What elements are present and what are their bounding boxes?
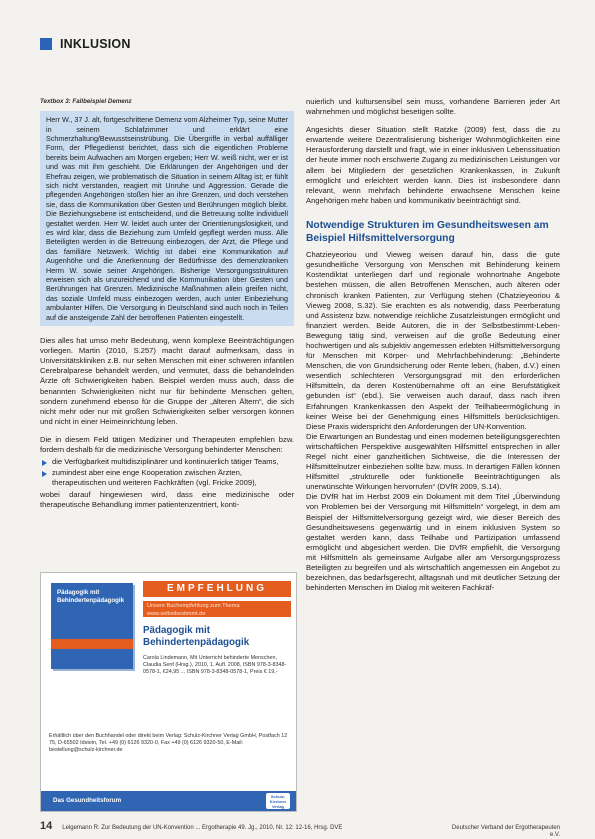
body-paragraph: Die Erwartungen an Bundestag und einen modernen beteiligungsgerechten wirtschaftlichen Perspektive ausgewählten Hilfsmittel entsprechen in aller Regel nicht einer ganzheitlichen Sichtweise, die die Interessen der Hilfsmittelnutzer einbeziehen sollte bzw. muss. In derartigen Fällen können Hilfsmittel „strukturelle oder funktionelle Beeinträchtigungen als unerwünschte Wirkungen hervorrufen“ (DVfR 2009, S.14). <box>306 431 560 492</box>
ad-banner: EMPFEHLUNG <box>143 581 291 597</box>
ad-footer-bar: Das Gesundheitsforum <box>41 791 296 811</box>
footer-organization: Deutscher Verband der Ergotherapeuten e.V. <box>451 825 560 838</box>
case-textbox <box>40 97 294 326</box>
textbox-body: Herr W., 37 J. alt, fortgeschrittene Demenz vom Alzheimer Typ, seine Mutter in seinem Schlafzimmer und erklärt eine Schmerzhaltung/Bewusstseinstrübung. Die Übergriffe in verbal auffälliger Form, der Pflegedienst berichtet, dass sich die eigentlichen Probleme bereits beim Aufwachen am Morgen ergeben; Herr W. weiß nicht, wer er ist und was mit ihm geschieht. Die Erklärungen der Angehörigen und der Ehefrau zeigen, wie problematisch die Situation in seinem Alltag ist; er fühlt sich nicht verstanden, reagiert mit Unruhe und Aggression. Gerade die pflegenden Angehörigen stoßen hier an ihre Grenzen, und doch verstehen sie, dass die Kommunikation über Gesten und Berührungen möglich bleibt. Die Beziehungsebene ist entscheidend, und die Betreuung sollte individuell gestaltet werden. Herr W. leidet auch unter der Orientierungslosigkeit, und es wird klar, dass die Beziehung zum Umfeld gepflegt werden muss. Alle Beteiligten werden in die Betreuung einbezogen, der Arzt, die Pflege und das familiäre Netzwerk. Wichtig ist dabei eine Kommunikation auf Augenhöhe und die Anerkennung der Bedürfnisse des demenzkranken Herrn W. sowie seiner Angehörigen. Bisherige Versorgungsstrukturen erweisen sich als unzureichend und die Kommunikation über Gesten und Berührungen hat Grenzen. Medizinische Maßnahmen allein greifen nicht, das soziale Umfeld muss einbezogen werden, auch unter Einbeziehung ambulanter Hilfen. Die Versorgung in Deutschland sind auch noch in Teilen auf die ansteigende Zahl der betroffenen Patienten eingestellt. <box>46 115 288 322</box>
body-paragraph: Chatzieyeoriou und Vieweg weisen darauf hin, dass die gute gesundheitliche Versorgung von Menschen mit Behinderung keinem Kostendiktat unterliegen darf und regionale wohnortnahe Angebote bestehen müssen, die allen Betroffenen Menschen, auch älteren oder chronisch kranken Patienten, zur Verfügung stehen (Chatzieyeoriou & Vieweg 2008, S.32). Sie erachten es als notwendig, dass Peerberatung und Assistenz bzw. notwendige reichliche Zusatzleistungen ermöglicht und finanziert werden. Beide Autoren, die in der Selbstbestimmt-Leben-Bewegung tätig sind, verweisen auf die große Bedeutung einer hochwertigen und als subjektiv angemessen erlebten Hilfsmittelversorgung für Menschen mit Körper- und Mehrfachbehinderung: „Behinderte Menschen, die von Grundsicherung oder Rente leben, (haben, d.V.) einen wesentlich schlechteren Versorgungsgrad mit den erforderlichen Hilfsmitteln, da deren Kostenübernahme oft an eine Berufstätigkeit gebunden ist“ (ebd.). Sie verweisen auch darauf, dass nach ihren Erfahrungen Krankenkassen den Aspekt der Teilhabeermöglichung in keiner Weise bei der Genehmigung eines Hilfsmittels berücksichtigen. Diese Praxis widerspricht den Anforderungen der UN-Konvention. <box>306 250 560 431</box>
ad-order-info: Erhältlich über den Buchhandel oder direkt beim Verlag: Schulz-Kirchner Verlag GmbH, Postfach 12 75, D-65502 Idstein, Tel. +49 (0) 6126 9320-0, Fax +49 (0) 6126 9320-50, E-Mail: bestellung@schulz-kirchner.de <box>49 733 288 753</box>
footer-citation: Lelgemann R: Zur Bedeutung der UN-Konvention ... Ergotherapie 49. Jg., 2010, Nr. 12: 12-16, Hrsg. DVE <box>62 825 343 831</box>
body-paragraph: wobei darauf hingewiesen wird, dass eine medizinische oder therapeutische Behandlung immer patientenzentriert, konti- <box>40 490 294 510</box>
body-paragraph: Angesichts dieser Situation stellt Ratzke (2009) fest, dass die zu erwartende weitere Dezentralisierung bisheriger Wohnmöglichkeiten eine Herausforderung darstellt und fragt, wie in einer inklusiven Lebenssituation der heute immer noch erschwerte Zugang zu medizinischen Leistungen vor allem bei Mitgliedern der gesetzlichen Krankenkassen, in Zukunft ermöglicht und erleichtert werden kann. Dies ist insbesondere dann relevant, wenn mehrfach behinderte erwachsene Menschen keine Angehörigen mehr haben und kommunikativ beeinträchtigt sind. <box>306 125 560 205</box>
book-advertisement[interactable] <box>40 572 297 812</box>
textbox-title: Textbox 3: Fallbeispiel Demenz <box>40 97 294 111</box>
body-paragraph: Die DVfR hat im Herbst 2009 ein Dokument mit dem Titel „Überwindung von Problemen bei der Versorgung mit Hilfsmitteln“ vorgelegt, in dem am Beispiel der Hilfsmittelversorgung gezeigt wird, wie dieser Bereich des Gesundheitswesens gegenwärtig und in einem inklusiven System so gestaltet werden kann, dass Teilhabe und Partizipation umfassend ermöglicht und abgesichert werden. Die DVfR empfiehlt, die Versorgung mit Hilfsmitteln als gemeinsame Aufgabe aller am Versorgungsprozess Beteiligten zu begreifen und als wirtschaftlich angemessen ein Angebot zu bezeichnen, das bedarfsgerecht, alltagsnah und mit deutlicher Setzung der behinderten Menschen im Dialog mit weiteren Fachkräf- <box>306 492 560 593</box>
page-footer <box>40 820 560 839</box>
body-paragraph: nuierlich und kultursensibel sein muss, vorhandene Barrieren jeder Art wahrnehmen und möglichst besetigen sollte. <box>306 97 560 117</box>
page-number: 14 <box>40 820 53 832</box>
body-paragraph: Die in diesem Feld tätigen Mediziner und Therapeuten empfehlen bzw. fordern deshalb für die medizinische Versorgung behinderter Menschen: <box>40 434 294 454</box>
section-heading: Notwendige Strukturen im Gesundheitswesen am Beispiel Hilfsmittelversorgung <box>306 219 549 244</box>
ad-product-details: Carola Lindemann, Mit Unterricht behinderte Menschen, Claudia Senf (Hrsg.), 2010, 1. Aufl. 2008, ISBN 978-3-8348-0578-1, €24,95 ... ISBN 978-3-8348-0578-1, Preis € 19,- <box>143 655 287 675</box>
left-column <box>40 97 294 519</box>
publisher-logo: Schulz-Kirchner Verlag <box>266 793 290 809</box>
right-column <box>306 97 560 601</box>
ad-product-title: Pädagogik mit Behindertenpädagogik <box>143 625 250 648</box>
list-item: die Verfügbarkeit multidisziplinärer und kontinuierlich tätiger Teams, <box>52 457 294 467</box>
recommendation-list <box>40 457 294 488</box>
section-marker-square <box>40 38 52 50</box>
book-cover-title: Pädagogik mit Behindertenpädagogik <box>57 589 125 604</box>
book-cover-stripe <box>51 639 133 649</box>
page-header <box>40 37 131 51</box>
body-paragraph: Dies alles hat umso mehr Bedeutung, wenn komplexe Beeinträchtigungen vorliegen. Martin (2010, S.257) macht darauf aufmerksam, dass in Universitätskliniken z.B. nur selten Menschen mit einer schweren infantilen Cerebralparese behandelt werden, und vermutet, dass die behandelnden Ärzte oft Schwierigkeiten haben. Beispiel werden muss auch, dass die benannten Schwierigkeiten nicht nur für behinderte Menschen gelten, sondern zunehmend ebenso für die Gruppe der „älteren Ältern“, die sich nicht mehr oder nur mit großen Schwierigkeiten selber versorgen können und nicht in einer Heimeinrichtung leben. <box>40 336 294 426</box>
section-title: INKLUSION <box>60 37 131 51</box>
list-item: zumindest aber eine enge Kooperation zwischen Ärzten, therapeutischen und weiteren Fachkräften (vgl. Fricke 2009), <box>52 468 294 488</box>
ad-tagline: Unsere Buchempfehlung zum Thema www.selbstbestimmt.de <box>143 601 291 617</box>
book-cover-image <box>51 583 133 669</box>
